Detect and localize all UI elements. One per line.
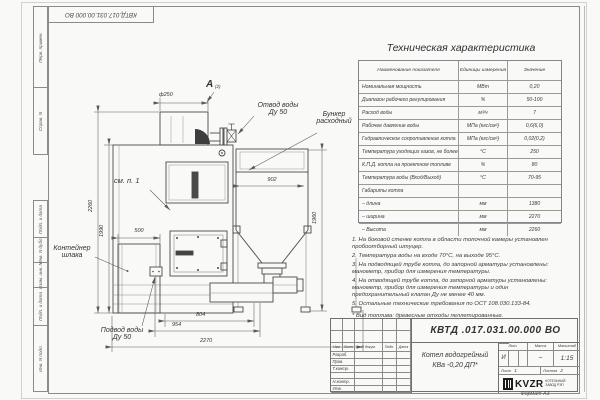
tech-table-cell: МПа (кгс/см²) bbox=[459, 120, 508, 132]
tech-table-row bbox=[359, 146, 561, 159]
tech-table-cell: К.П.Д. котла на проектном топливе bbox=[359, 159, 459, 171]
signature-cell bbox=[355, 366, 383, 373]
dim-1960: 1960 bbox=[312, 211, 319, 225]
tech-table-cell: Гидравлическое сопротивление котла bbox=[359, 133, 459, 145]
leader-lines bbox=[95, 116, 317, 326]
view-marker-a: А bbox=[206, 79, 214, 90]
margin-stamp-label: Подп. и дата bbox=[38, 292, 44, 321]
tech-table-row bbox=[359, 133, 561, 146]
screw-feeder bbox=[210, 283, 273, 302]
title-col-header: Изм bbox=[331, 343, 343, 352]
tech-table-cell: Номинальная мощность bbox=[359, 81, 459, 93]
tech-table-cell: Габариты котла bbox=[359, 185, 459, 197]
tech-table-cell: – Высота bbox=[359, 224, 459, 236]
dim-954: 954 bbox=[172, 322, 182, 328]
margin-stamp-label: Инв. N дубл. bbox=[38, 236, 43, 264]
tech-table-cell: МВт bbox=[459, 81, 508, 93]
tech-table-cell: Температура уходящих газов, не более bbox=[359, 146, 459, 158]
margin-stamp-label: Подп. и дата bbox=[38, 204, 44, 234]
dim-804: 804 bbox=[196, 312, 206, 318]
tech-table-cell: – длина bbox=[359, 198, 459, 210]
tech-table-cell: 0,6(6,0) bbox=[525, 123, 544, 129]
revision-cell bbox=[331, 319, 343, 331]
signature-row-label: Утв. bbox=[331, 386, 355, 393]
col-header: Наименование показателя bbox=[359, 61, 459, 80]
signature-cell bbox=[383, 366, 397, 373]
tech-table-cell: МПа (кгс/см²) bbox=[459, 133, 508, 145]
brand-sub1: КОТЕЛЬНЫЙ bbox=[545, 379, 566, 384]
signature-row-label: Т.контр. bbox=[331, 366, 355, 373]
dim-d250: ф250 bbox=[159, 92, 173, 98]
mass-label: Масса bbox=[528, 343, 554, 351]
signature-cell bbox=[383, 359, 397, 366]
label-see-note-1: см. п. 1 bbox=[114, 176, 140, 185]
tech-table-cell: – ширина bbox=[359, 211, 459, 223]
note-line: 5. Остальные технические требования по ОСТ 108.030.133-84. bbox=[352, 300, 532, 307]
dim-1990: 1990 bbox=[99, 224, 106, 238]
title-block bbox=[330, 318, 578, 392]
brand-name: KVZR bbox=[515, 378, 544, 390]
revision-cell bbox=[343, 331, 355, 343]
tech-table-cell: 0,20 bbox=[529, 84, 540, 90]
revision-cell bbox=[397, 319, 411, 331]
signature-cell bbox=[397, 386, 411, 393]
tech-table-cell bbox=[508, 185, 561, 197]
label-water-outlet: Отвод воды Ду 50 bbox=[257, 102, 299, 117]
label-hopper: Бункер расходный bbox=[316, 111, 352, 126]
note-line: 2. Температура воды на входе 70°С, на выходе 95°С. bbox=[352, 252, 501, 259]
doc-number-rotated: КВТД.017.031.00.000 ВО bbox=[64, 10, 137, 18]
mass-value: – bbox=[528, 351, 554, 367]
revision-cell bbox=[343, 319, 355, 331]
tech-table-row bbox=[359, 159, 561, 172]
tech-table-row bbox=[359, 172, 561, 185]
tech-table-cell: Рабочее давление воды bbox=[359, 120, 459, 132]
tech-table-cell: 7 bbox=[533, 110, 536, 116]
tech-table-cell: 0,02(0,2) bbox=[524, 136, 545, 142]
tech-table-cell: 50-100 bbox=[526, 97, 543, 103]
tech-table-cell: м³/ч bbox=[459, 107, 508, 119]
revision-cell bbox=[383, 331, 397, 343]
tech-table-cell: 80 bbox=[531, 162, 538, 168]
tech-table-cell: °С bbox=[459, 172, 508, 184]
signature-cell bbox=[383, 352, 397, 359]
tech-table-cell bbox=[459, 185, 508, 197]
title-doc-number: КВТД .017.031.00.000 ВО bbox=[411, 319, 579, 343]
margin-stamp-label: Взам. инв. N bbox=[38, 261, 44, 289]
tech-table bbox=[358, 60, 562, 233]
tech-table-cell: мм bbox=[459, 198, 508, 210]
signature-cell bbox=[355, 352, 383, 359]
title-right-grid bbox=[498, 343, 579, 393]
signature-cell bbox=[383, 386, 397, 393]
lit-value: И bbox=[499, 351, 509, 367]
tech-table-row bbox=[359, 81, 561, 94]
inlet-fitting bbox=[150, 267, 162, 276]
title-col-header: Дата bbox=[397, 343, 411, 352]
signature-cell bbox=[397, 352, 411, 359]
tech-table-title: Техническая характеристика bbox=[386, 42, 536, 54]
dim-2260: 2260 bbox=[88, 199, 95, 213]
signature-cell bbox=[355, 386, 383, 393]
note-line: 1. На боковой стенке котла в области топочной камеры установлен пробоотборный штуцер. bbox=[352, 237, 548, 251]
revision-cell bbox=[383, 319, 397, 331]
revision-cell bbox=[355, 331, 383, 343]
tech-table-row bbox=[359, 107, 561, 120]
signature-row-label: Пров. bbox=[331, 359, 355, 366]
fuel-note: * Вид топлива: древесные отходы пеллетированные. bbox=[352, 312, 504, 319]
dim-2270: 2270 bbox=[200, 338, 213, 344]
dim-500: 500 bbox=[134, 228, 144, 234]
tech-table-row bbox=[359, 224, 561, 236]
tech-table-cell: Температура воды (Вход/Выход) bbox=[359, 172, 459, 184]
revision-cell bbox=[331, 331, 343, 343]
title-col-header: N докум. bbox=[355, 343, 383, 352]
tech-table-cell: мм bbox=[459, 211, 508, 223]
scale-label: Масштаб bbox=[554, 343, 580, 351]
signature-row-label: Разраб. bbox=[331, 352, 355, 359]
note-line: 4. На отводящей трубе котла, до запорной арматуры установлены: манометр, прибор для измерения температуры и один предохранительный клапан Ду не менее 40 мм. bbox=[352, 277, 547, 298]
tech-table-row bbox=[359, 198, 561, 211]
kvzr-logo-icon bbox=[503, 378, 513, 390]
signature-cell bbox=[355, 359, 383, 366]
tech-table-cell: °С bbox=[459, 146, 508, 158]
scale-value: 1:15 bbox=[554, 351, 580, 367]
signature-cell bbox=[397, 359, 411, 366]
tech-table-cell: 250 bbox=[530, 149, 539, 155]
tech-table-row bbox=[359, 185, 561, 198]
title-col-header: Лист bbox=[343, 343, 355, 352]
notes-list bbox=[352, 237, 564, 308]
title-left-grid bbox=[331, 319, 411, 393]
sheets-cell: Листов 2 bbox=[541, 367, 580, 375]
sheet-cell: Лист 1 bbox=[499, 367, 541, 375]
dim-902: 902 bbox=[267, 177, 277, 183]
tech-table-cell: мм bbox=[459, 224, 508, 236]
tech-table-body bbox=[359, 81, 561, 236]
tech-table-row bbox=[359, 120, 561, 133]
margin-stamp-label: Справ. N bbox=[38, 111, 44, 131]
tech-table-cell: Расход воды bbox=[359, 107, 459, 119]
tech-table-cell: 2270 bbox=[528, 214, 541, 220]
tech-table-cell: 1380 bbox=[528, 201, 541, 207]
signature-cell bbox=[397, 379, 411, 386]
tech-table-cell: % bbox=[459, 94, 508, 106]
tech-table-cell: % bbox=[459, 159, 508, 171]
lit-label: Лит. bbox=[499, 343, 528, 351]
col-header: Единицы измерения bbox=[459, 61, 508, 80]
note-line: 3. На подводящей трубе котла, до запорной арматуры установлены: манометр, прибор для измерения температуры. bbox=[352, 261, 549, 275]
label-slag-container: Контейнер шлака bbox=[53, 245, 91, 260]
label-water-inlet: Подвод воды Ду 50 bbox=[100, 327, 144, 342]
signature-cell bbox=[383, 379, 397, 386]
notes-block bbox=[352, 237, 564, 322]
col-header: Значение bbox=[523, 68, 546, 73]
margin-stamp-label: Перв. примен. bbox=[38, 31, 44, 63]
slag-container bbox=[118, 244, 160, 313]
view-marker-sheet-ref: (2) bbox=[215, 84, 221, 89]
signature-cell bbox=[397, 366, 411, 373]
tech-table-cell: 70-95 bbox=[527, 175, 542, 181]
tech-table-cell: 2260 bbox=[528, 227, 541, 233]
tech-table-header bbox=[359, 61, 561, 81]
margin-stamp-label: Инв. N подл. bbox=[38, 345, 44, 372]
tech-table-row bbox=[359, 211, 561, 224]
brand-sub2: ЗАВОД РЭП bbox=[545, 383, 564, 387]
title-col-header: Подп. bbox=[383, 343, 397, 352]
revision-cell bbox=[397, 331, 411, 343]
format-label: Формат А3 bbox=[520, 391, 550, 397]
tech-table-row bbox=[359, 94, 561, 107]
signature-row-label: Н.контр. bbox=[331, 379, 355, 386]
tech-table-cell: Диапазон рабочего регулирования bbox=[359, 94, 459, 106]
product-name: Котел водогрейный КВа -0,20 ДП* bbox=[411, 343, 498, 393]
revision-cell bbox=[355, 319, 383, 331]
signature-cell bbox=[355, 379, 383, 386]
